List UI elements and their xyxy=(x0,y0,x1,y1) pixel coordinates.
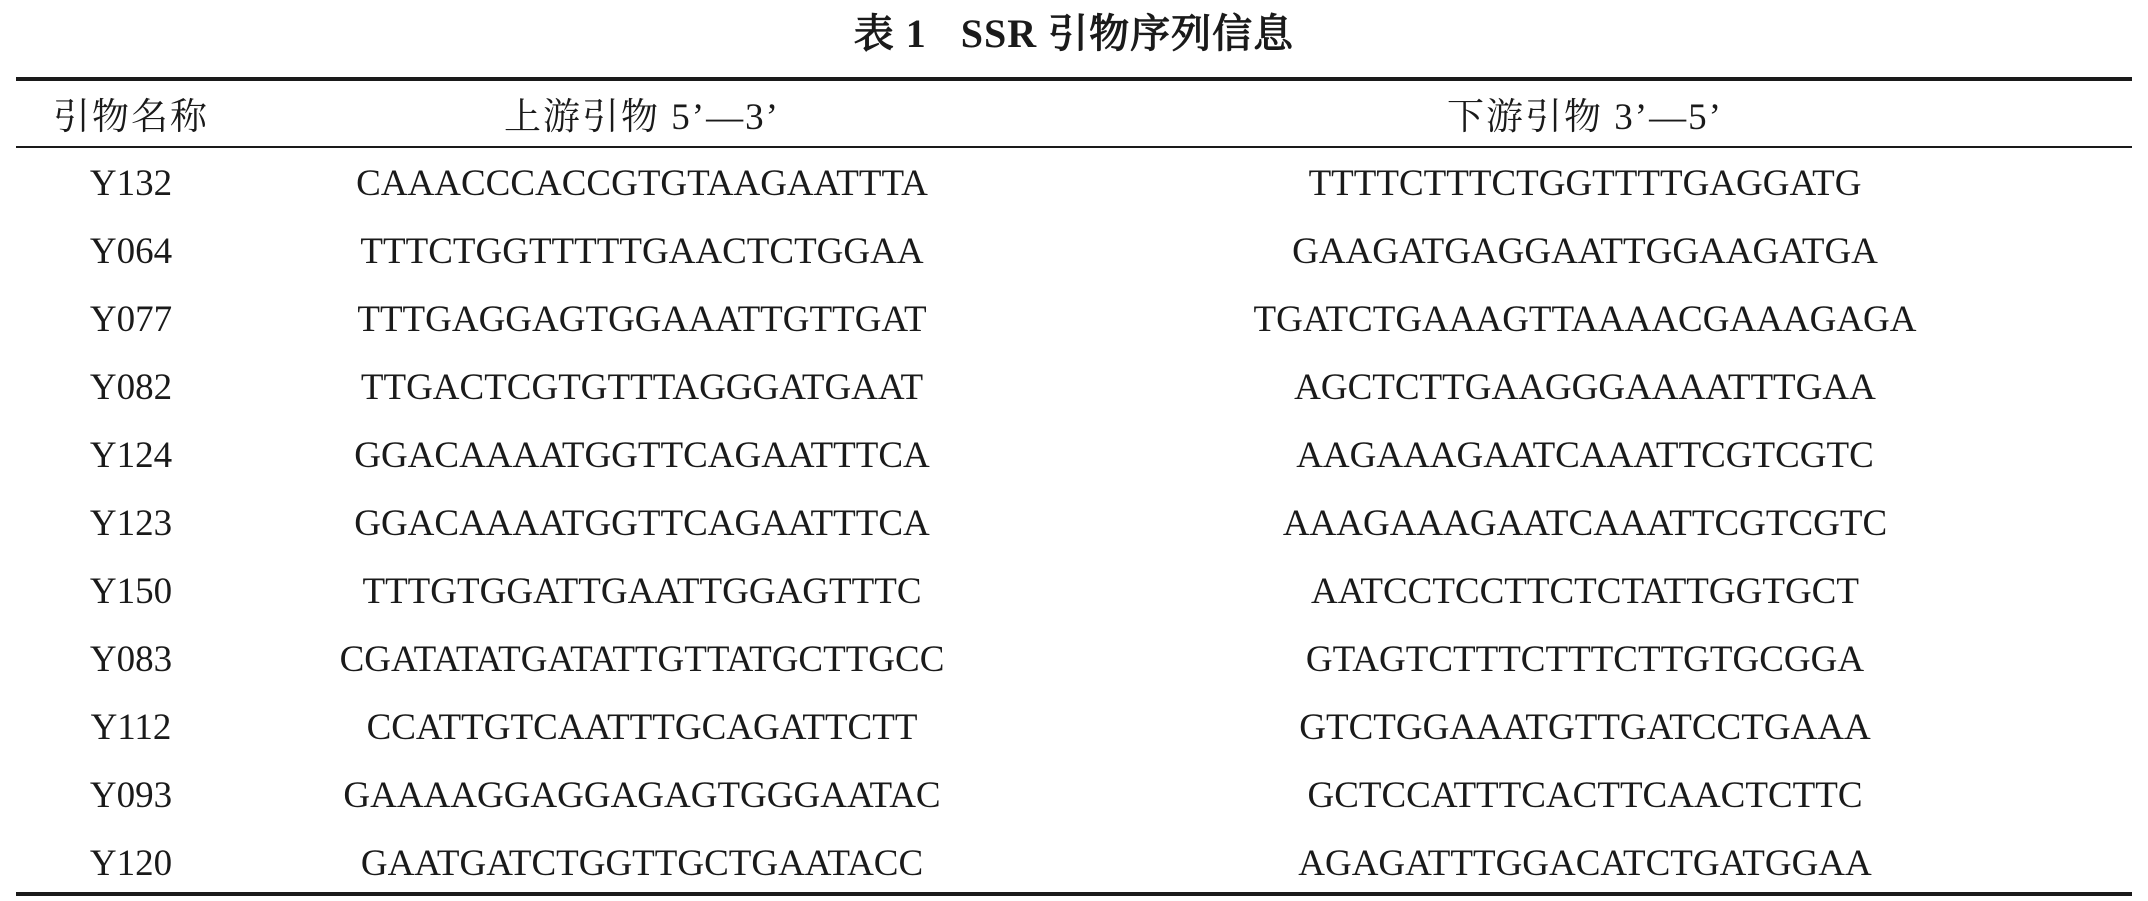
primer-name: Y064 xyxy=(89,230,173,272)
forward-sequence: GGACAAAATGGTTCAGAATTTCA xyxy=(354,434,930,476)
header-rule xyxy=(16,146,2132,148)
forward-sequence: CCATTGTCAATTTGCAGATTCTT xyxy=(366,706,918,748)
reverse-sequence: AGCTCTTGAAGGGAAAATTTGAA xyxy=(1294,366,1876,408)
primer-name: Y112 xyxy=(90,706,172,748)
forward-sequence: CGATATATGATATTGTTATGCTTGCC xyxy=(339,638,945,680)
reverse-sequence: AATCCTCCTTCTCTATTGGTGCT xyxy=(1311,570,1859,612)
primer-name: Y120 xyxy=(89,842,173,884)
table-header xyxy=(16,84,2132,142)
bottom-rule xyxy=(16,892,2132,896)
reverse-sequence: AAGAAAGAATCAAATTCGTCGTC xyxy=(1296,434,1874,476)
table-row xyxy=(16,693,2132,761)
primer-name: Y082 xyxy=(89,366,173,408)
table-row xyxy=(16,557,2132,625)
table-row xyxy=(16,421,2132,489)
reverse-sequence: AAAGAAAGAATCAAATTCGTCGTC xyxy=(1282,502,1888,544)
table-row xyxy=(16,217,2132,285)
reverse-sequence: GTCTGGAAATGTTGATCCTGAAA xyxy=(1299,706,1871,748)
forward-sequence: TTTGTGGATTGAATTGGAGTTTC xyxy=(362,570,922,612)
forward-sequence: CAAACCCACCGTGTAAGAATTTA xyxy=(356,162,928,204)
table-row xyxy=(16,625,2132,693)
forward-sequence: GAATGATCTGGTTGCTGAATACC xyxy=(360,842,924,884)
reverse-sequence: TGATCTGAAAGTTAAAACGAAAGAGA xyxy=(1253,298,1917,340)
primer-name: Y093 xyxy=(89,774,173,816)
table-title: SSR 引物序列信息 xyxy=(960,11,1295,56)
reverse-sequence: TTTTCTTTCTGGTTTTGAGGATG xyxy=(1308,162,1862,204)
forward-sequence: TTGACTCGTGTTTAGGGATGAAT xyxy=(360,366,924,408)
primer-name: Y077 xyxy=(89,298,173,340)
primer-name: Y132 xyxy=(89,162,173,204)
table-row xyxy=(16,285,2132,353)
header-forward-primer: 上游引物 5’—3’ xyxy=(504,97,780,138)
header-primer-name: 引物名称 xyxy=(53,97,209,138)
primer-name: Y150 xyxy=(89,570,173,612)
table-row xyxy=(16,761,2132,829)
primer-name: Y124 xyxy=(89,434,173,476)
header-reverse-primer: 下游引物 3’—5’ xyxy=(1447,97,1723,138)
forward-sequence: GGACAAAATGGTTCAGAATTTCA xyxy=(354,502,930,544)
table-row xyxy=(16,489,2132,557)
table-row xyxy=(16,149,2132,217)
forward-sequence: TTTGAGGAGTGGAAATTGTTGAT xyxy=(357,298,927,340)
primer-name: Y123 xyxy=(89,502,173,544)
top-rule xyxy=(16,77,2132,81)
reverse-sequence: GCTCCATTTCACTTCAACTCTTC xyxy=(1307,774,1863,816)
forward-sequence: GAAAAGGAGGAGAGTGGGAATAC xyxy=(343,774,941,816)
forward-sequence: TTTCTGGTTTTTGAACTCTGGAA xyxy=(360,230,924,272)
table-number: 表 1 xyxy=(853,11,927,56)
table-row xyxy=(16,829,2132,897)
table-row xyxy=(16,353,2132,421)
reverse-sequence: AGAGATTTGGACATCTGATGGAA xyxy=(1298,842,1872,884)
primer-name: Y083 xyxy=(89,638,173,680)
table-caption xyxy=(0,8,2148,60)
reverse-sequence: GTAGTCTTTCTTTCTTGTGCGGA xyxy=(1305,638,1865,680)
reverse-sequence: GAAGATGAGGAATTGGAAGATGA xyxy=(1292,230,1878,272)
